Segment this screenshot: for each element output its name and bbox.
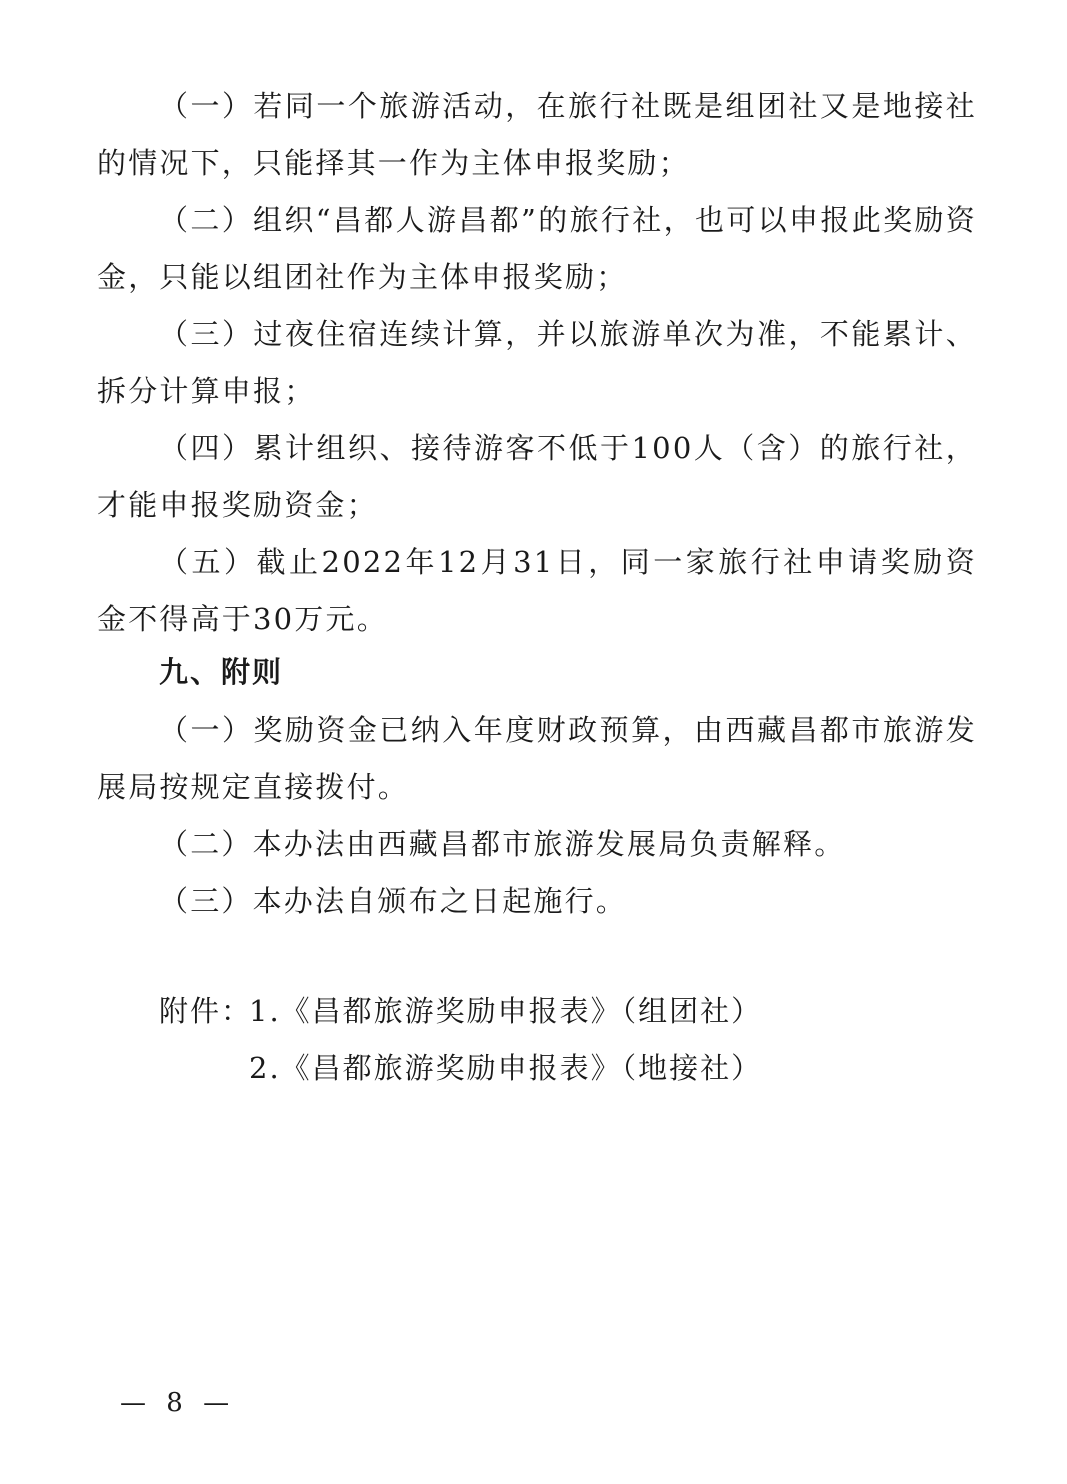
annex-paragraph-2: （二）本办法由西藏昌都市旅游发展局负责解释。 [159,827,846,861]
paragraph-item-4: （四）累计组织、接待游客不低于100人（含）的旅行社，才能申报奖励资金； [97,431,977,522]
page-number: — 8 — [120,1388,236,1418]
paragraph-item-2: （二）组织“昌都人游昌都”的旅行社，也可以申报此奖励资金，只能以组团社作为主体申报奖励； [97,203,977,294]
section-heading: 九、附则 [159,655,284,689]
attachment-item-1: 1.《昌都旅游奖励申报表》（组团社） [249,994,763,1028]
paragraph-item-5: （五）截止2022年12月31日，同一家旅行社申请奖励资金不得高于30万元。 [97,545,977,636]
attachments-label: 附件： [159,994,253,1028]
annex-paragraph-3: （三）本办法自颁布之日起施行。 [159,884,628,918]
paragraph-item-1: （一）若同一个旅游活动，在旅行社既是组团社又是地接社的情况下，只能择其一作为主体申报奖励； [97,89,977,180]
attachment-item-2: 2.《昌都旅游奖励申报表》（地接社） [249,1051,763,1085]
paragraph-item-3: （三）过夜住宿连续计算，并以旅游单次为准，不能累计、拆分计算申报； [97,317,977,408]
annex-paragraph-1: （一）奖励资金已纳入年度财政预算，由西藏昌都市旅游发展局按规定直接拨付。 [97,713,977,804]
